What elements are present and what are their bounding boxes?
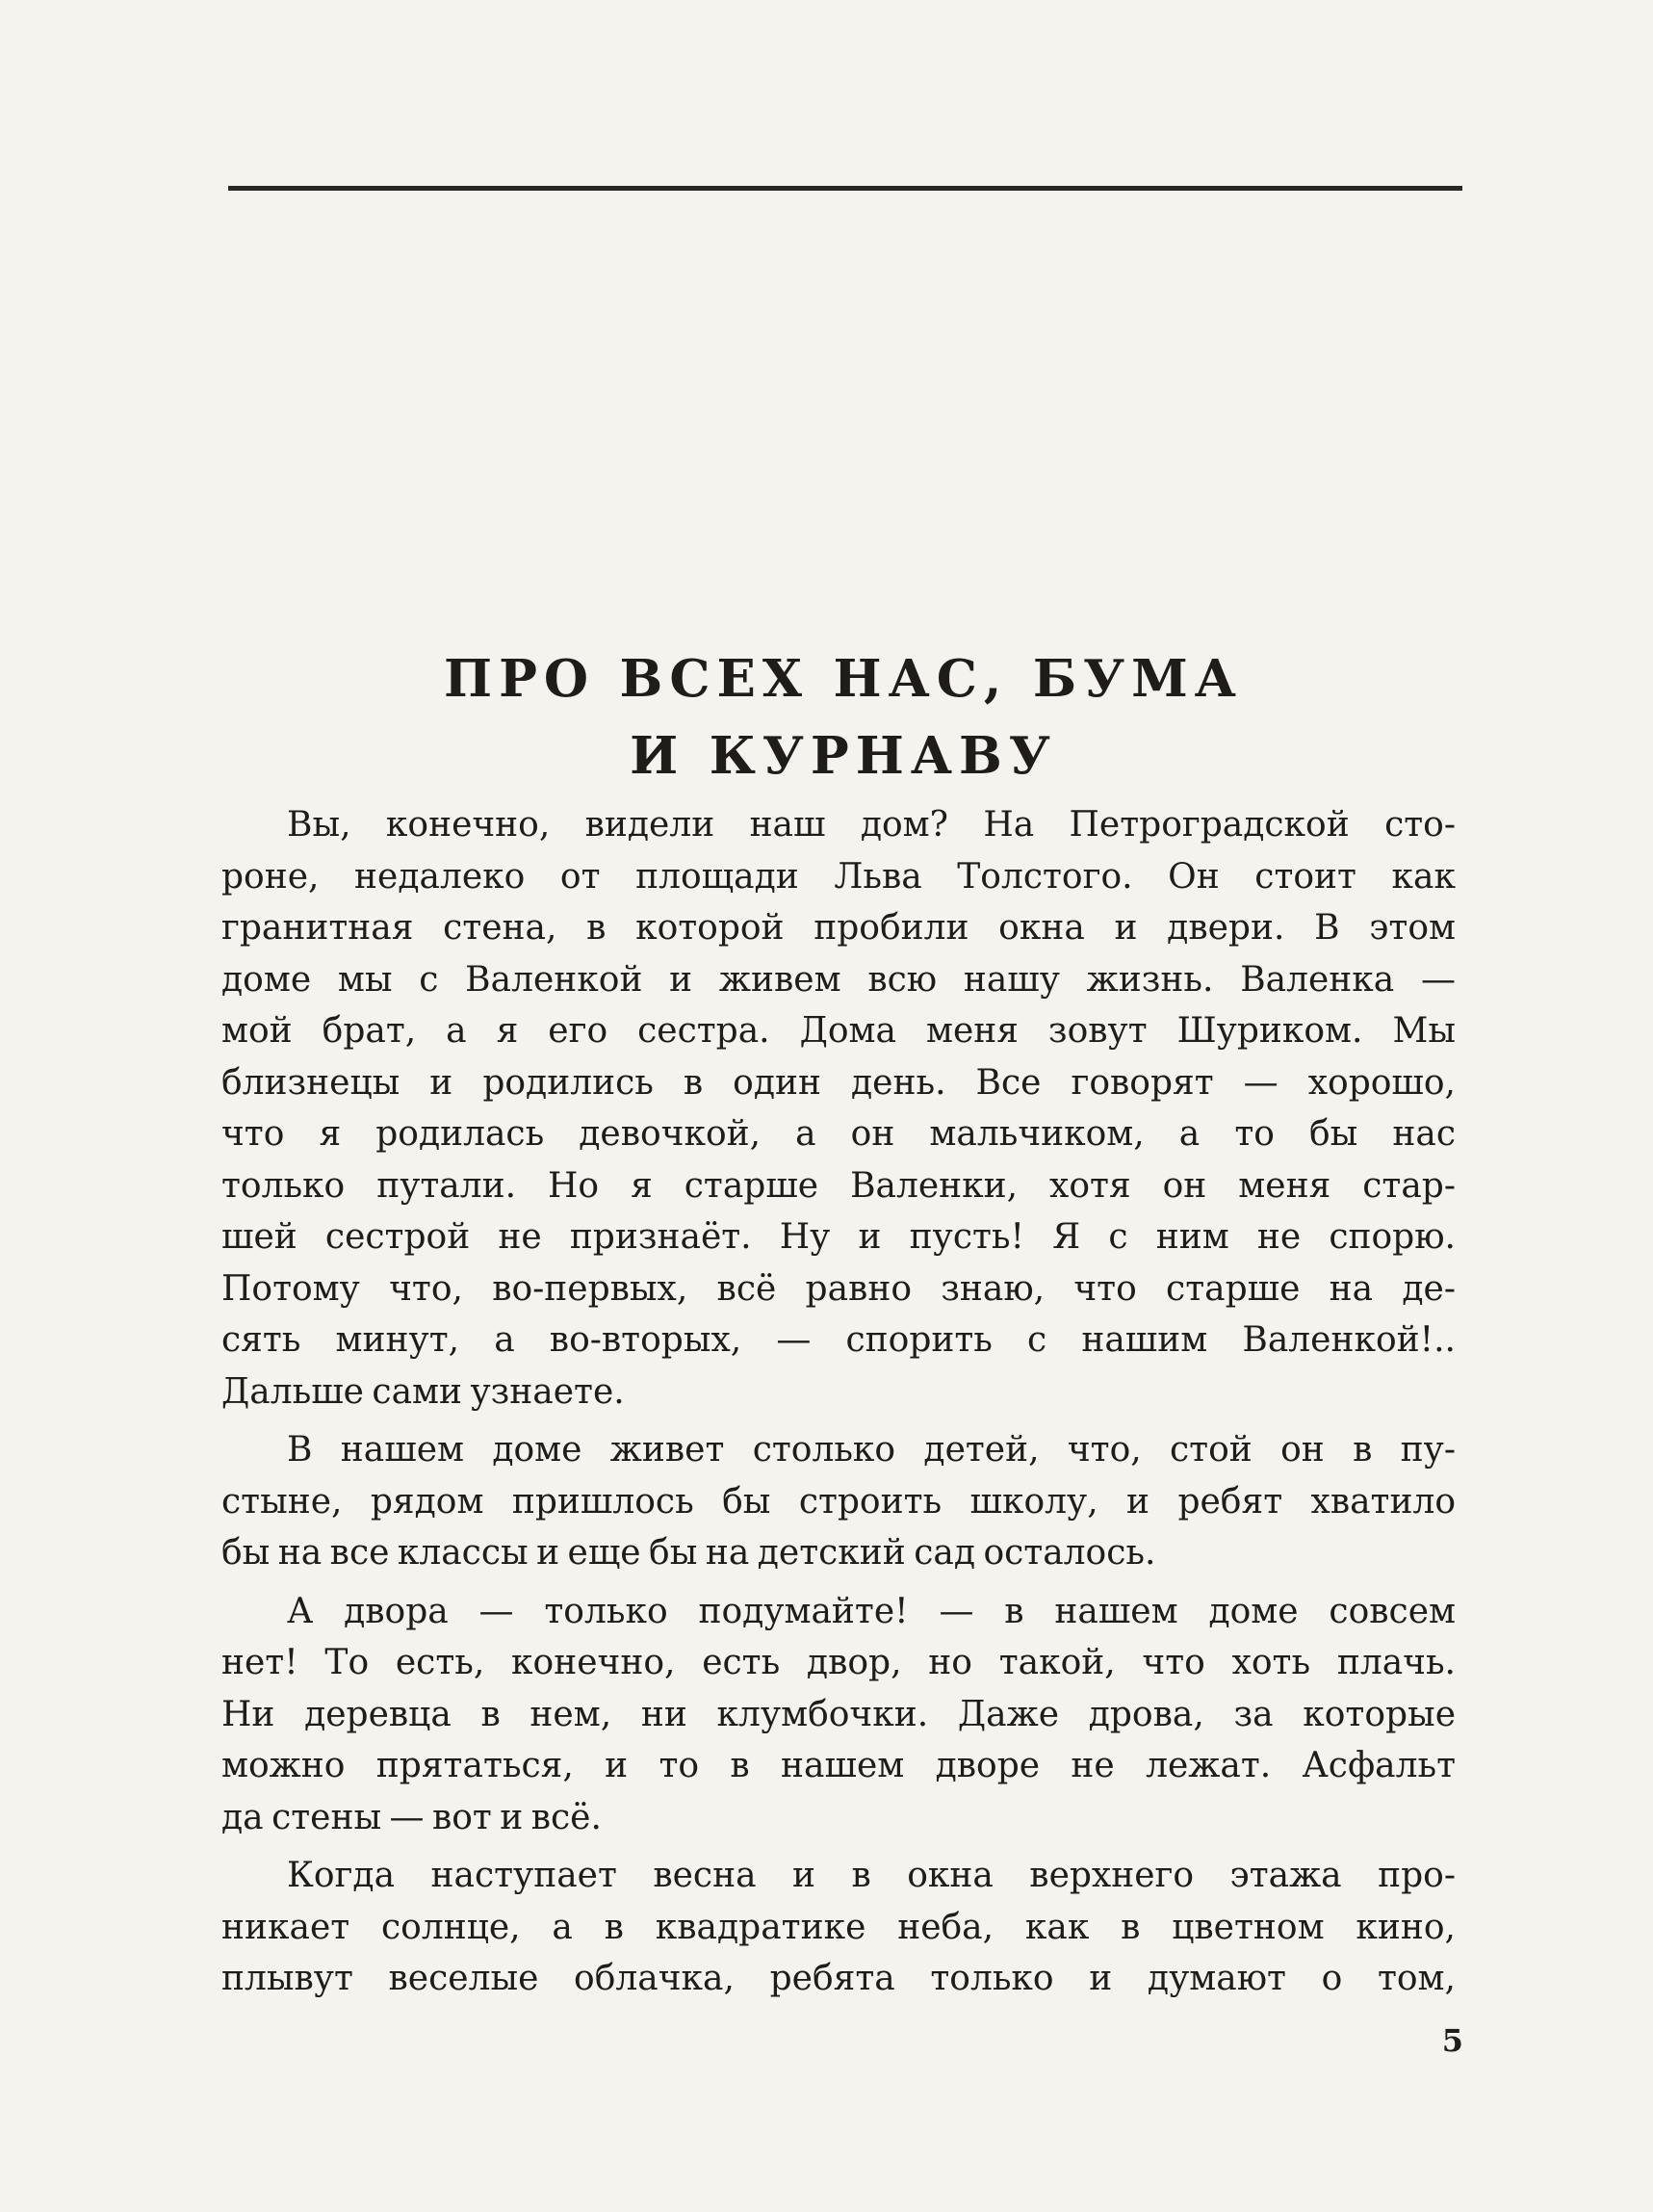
chapter-title-line-1: ПРО ВСЕХ НАС, БУМА xyxy=(444,649,1243,709)
text-line: Ни деревца в нем, ни клумбочки. Даже дрова, за которые xyxy=(221,1694,1456,1734)
paragraph xyxy=(221,799,1456,1418)
text-line: доме мы с Валенкой и живем всю нашу жизнь. Валенка — xyxy=(221,959,1456,1000)
text-line: бы на все классы и еще бы на детский сад осталось. xyxy=(221,1533,1156,1573)
text-line: только путали. Но я старше Валенки, хотя он меня стар- xyxy=(221,1165,1456,1206)
text-line: да стены — вот и всё. xyxy=(221,1797,602,1837)
text-line: близнецы и родились в один день. Все говорят — хорошо, xyxy=(221,1062,1456,1103)
text-line: плывут веселые облачка, ребята только и думают о том, xyxy=(221,1959,1456,1998)
text-line: стыне, рядом пришлось бы строить школу, и ребят хватило xyxy=(221,1481,1456,1522)
text-line: сять минут, а во-вторых, — спорить с нашим Валенкой!.. xyxy=(221,1320,1456,1360)
text-line: В нашем доме живет столько детей, что, стой он в пу- xyxy=(287,1430,1456,1470)
text-line: Когда наступает весна и в окна верхнего этажа про- xyxy=(287,1856,1456,1895)
text-line: гранитная стена, в которой пробили окна и двери. В этом xyxy=(221,908,1456,948)
paragraph xyxy=(221,1586,1456,1844)
chapter-title-line-2: И КУРНАВУ xyxy=(630,726,1057,786)
chapter-title xyxy=(221,640,1465,794)
text-line: что я родилась девочкой, а он мальчиком, а то бы нас xyxy=(221,1114,1456,1154)
text-line: роне, недалеко от площади Льва Толстого. Он стоит как xyxy=(221,856,1456,897)
text-line: нет! То есть, конечно, есть двор, но такой, что хоть плачь. xyxy=(221,1643,1456,1682)
text-line: никает солнце, а в квадратике неба, как в цветном кино, xyxy=(221,1907,1456,1947)
top-rule xyxy=(228,186,1462,191)
text-line: Вы, конечно, видели наш дом? На Петроградской сто- xyxy=(287,805,1456,845)
text-line: Дальше сами узнаете. xyxy=(221,1371,625,1412)
text-line: можно прятаться, и то в нашем дворе не лежат. Асфальт xyxy=(221,1746,1456,1785)
body-text xyxy=(221,799,1456,2005)
paragraph xyxy=(221,1424,1456,1579)
page-number: 5 xyxy=(1441,2022,1463,2059)
text-line: А двора — только подумайте! — в нашем доме совсем xyxy=(287,1591,1456,1631)
text-line: шей сестрой не признаёт. Ну и пусть! Я с ним не спорю. xyxy=(221,1217,1456,1257)
text-line: Потому что, во-первых, всё равно знаю, что старше на де- xyxy=(221,1268,1456,1309)
text-line: мой брат, а я его сестра. Дома меня зовут Шуриком. Мы xyxy=(221,1011,1456,1051)
paragraph xyxy=(221,1850,1456,2005)
